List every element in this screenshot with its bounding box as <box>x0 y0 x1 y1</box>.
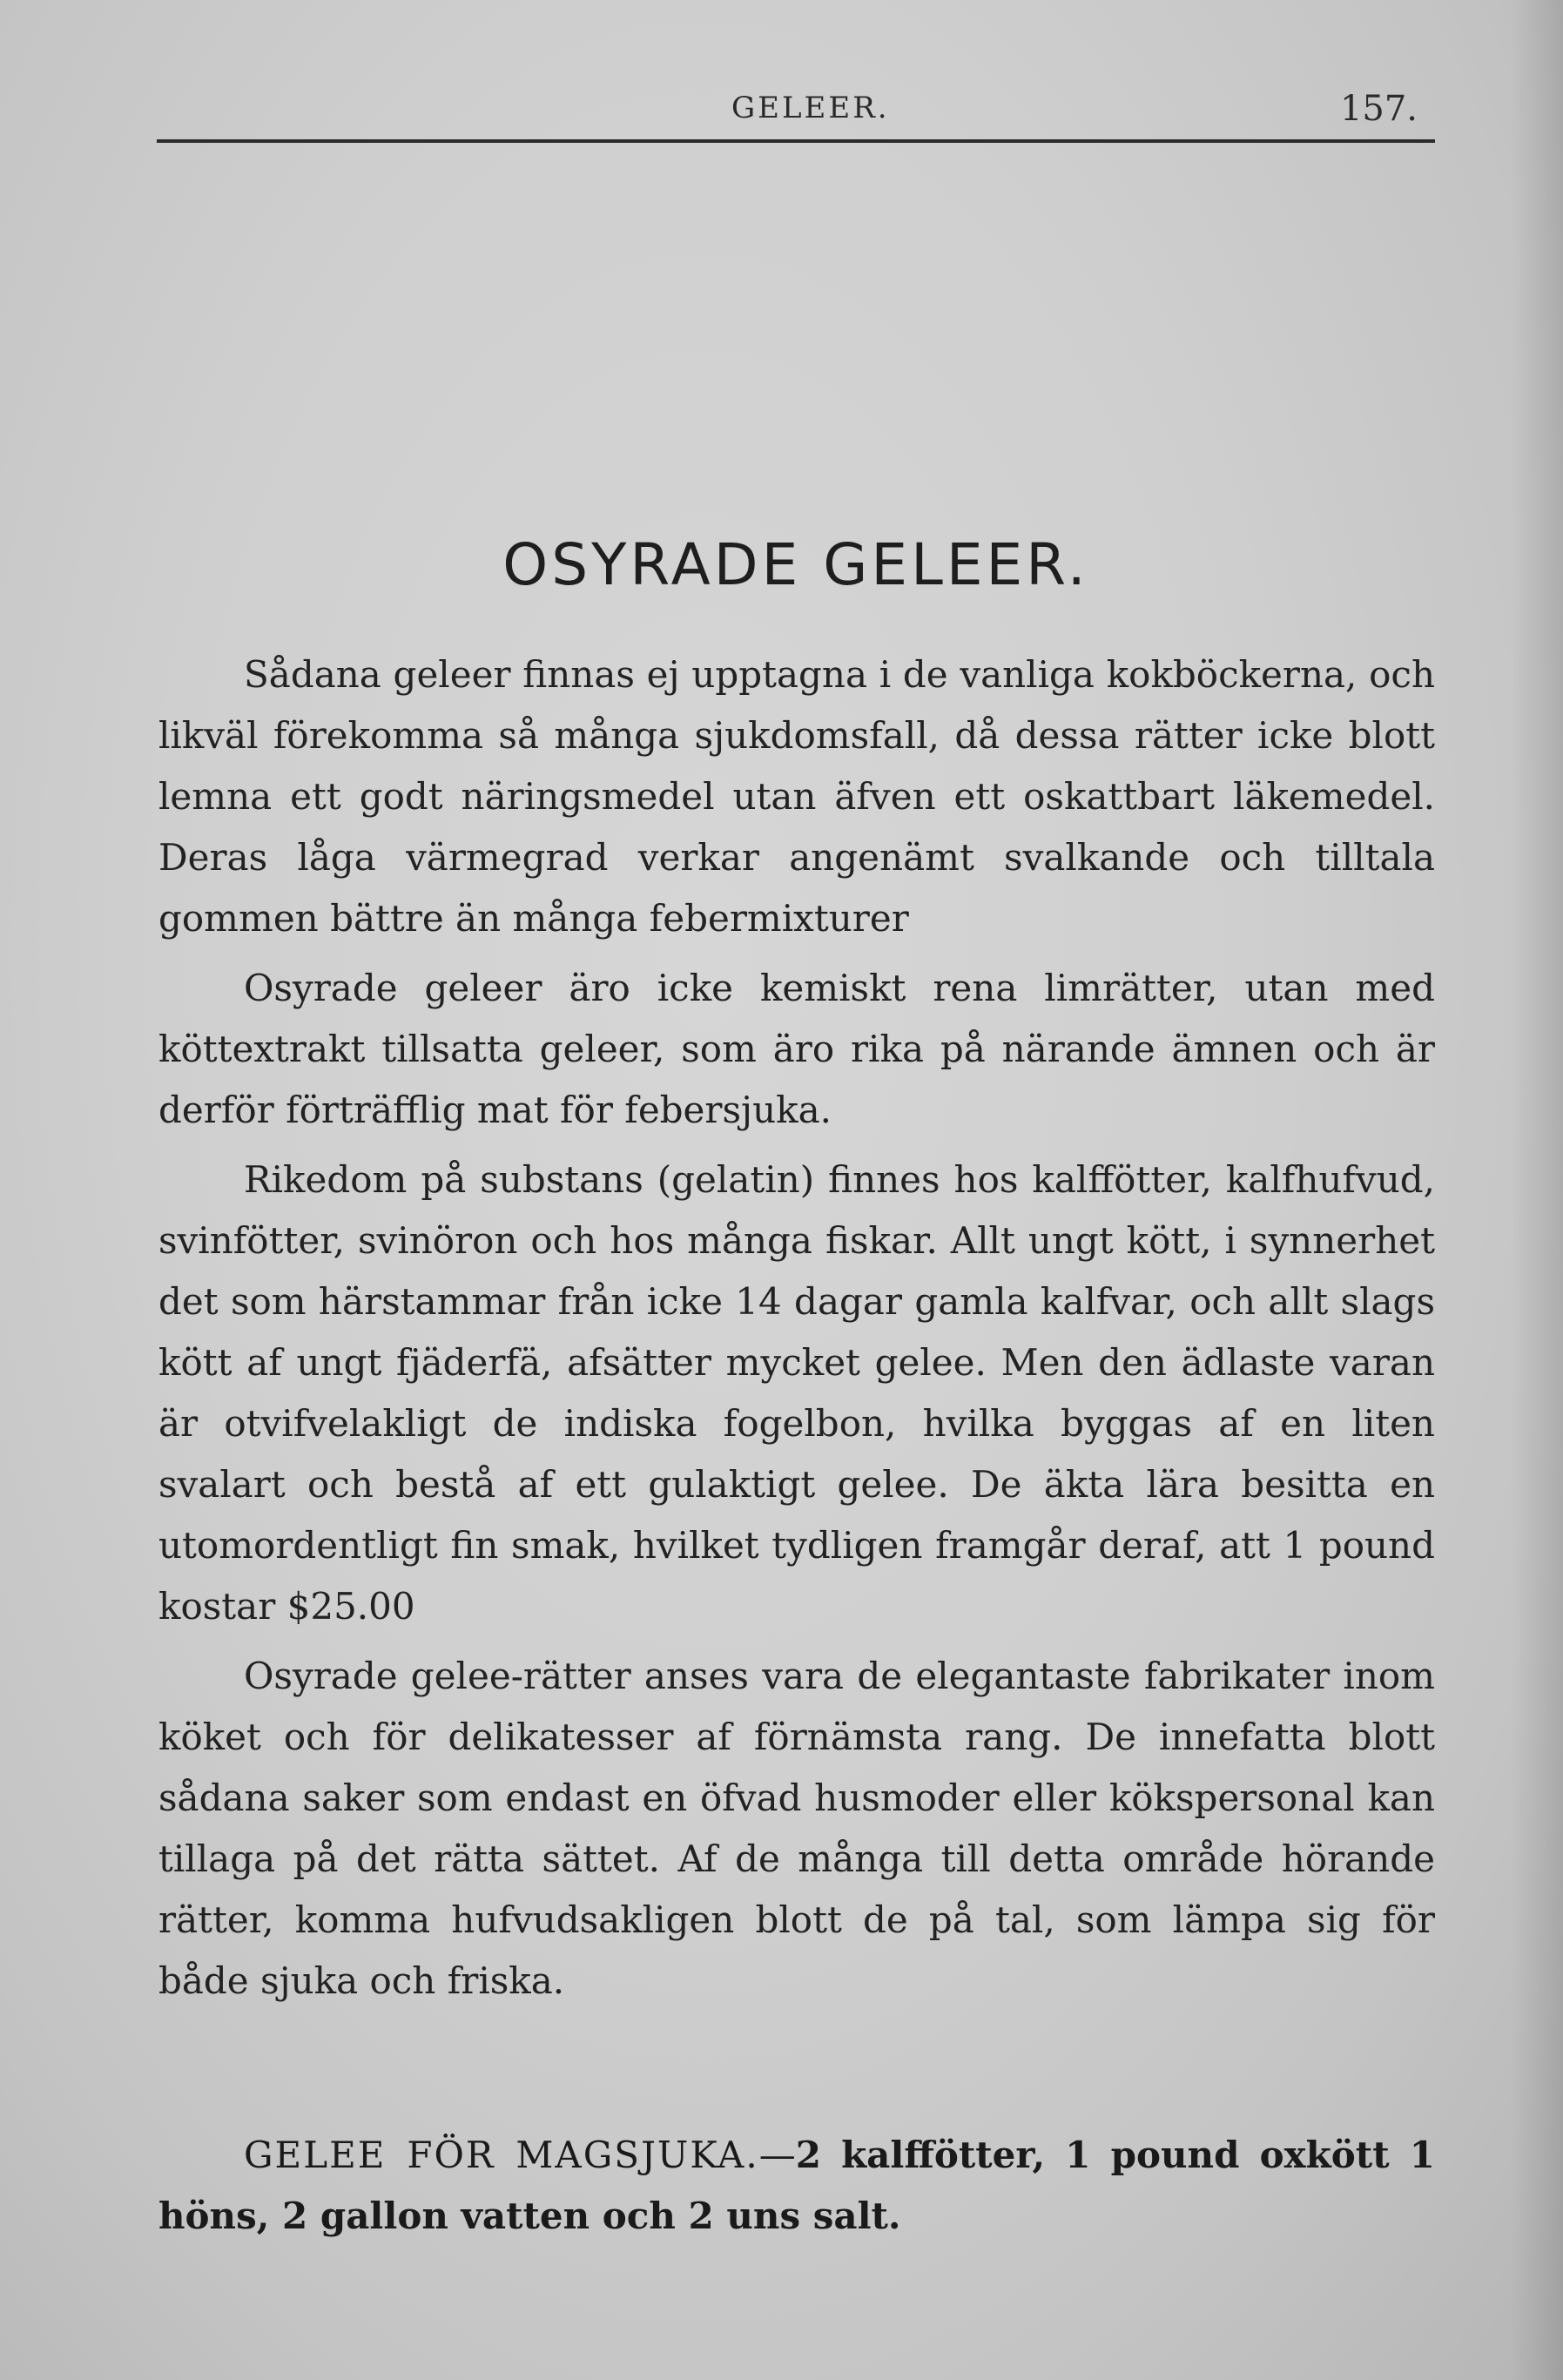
recipe-ingredients: 2 kalffötter, 1 pound oxkött 1 höns, 2 gallon vatten och 2 uns salt. <box>158 2134 1435 2237</box>
paragraph-4: Osyrade gelee-rätter anses vara de elegantaste fabrikater inom köket och för delikatesser af förnämsta rang. De innefatta blott sådana saker som endast en öfvad husmoder eller kökspersonal kan tillaga på det rätta sättet. Af de många till detta område hörande rätter, komma hufvudsakligen blott de på tal, som lämpa sig för både sjuka och friska. <box>158 1655 1435 2002</box>
recipe-dash: — <box>758 2134 796 2176</box>
chapter-title: OSYRADE GELEER. <box>502 531 1089 598</box>
page-edge-shadow <box>1511 0 1563 2380</box>
body-text <box>158 644 1435 2020</box>
running-head: GELEER. <box>731 91 890 125</box>
page-header <box>157 77 1435 146</box>
header-rule <box>157 139 1435 143</box>
paragraph-1: Sådana geleer finnas ej upptagna i de vanliga kokböckerna, och likväl förekomma så många sjukdomsfall, då dessa rätter icke blott lemna ett godt näringsmedel utan äfven ett oskattbart läkemedel. Deras låga värmegrad verkar angenämt svalkande och tilltala gommen bättre än många febermixturer <box>158 653 1435 940</box>
paragraph-3: Rikedom på substans (gelatin) finnes hos kalffötter, kalfhufvud, svinfötter, svinöron och hos många fiskar. Allt ungt kött, i synnerhet det som härstammar från icke 14 dagar gamla kalfvar, och allt slags kött af ungt fjäderfä, afsätter mycket gelee. Men den ädlaste varan är otvifvelakligt de indiska fogelbon, hvilka byggas af en liten svalart och bestå af ett gulaktigt gelee. De äkta lära besitta en utomordentligt fin smak, hvilket tydligen framgår deraf, att 1 pound kostar $25.00 <box>158 1158 1435 1628</box>
recipe-title: GELEE FÖR MAGSJUKA. <box>244 2134 759 2176</box>
recipe-entry <box>158 2125 1435 2247</box>
page-number: 157. <box>1339 89 1418 129</box>
paragraph-2: Osyrade geleer äro icke kemiskt rena limrätter, utan med köttextrakt tillsatta geleer, som äro rika på närande ämnen och är derför förträfflig mat för febersjuka. <box>158 967 1435 1131</box>
